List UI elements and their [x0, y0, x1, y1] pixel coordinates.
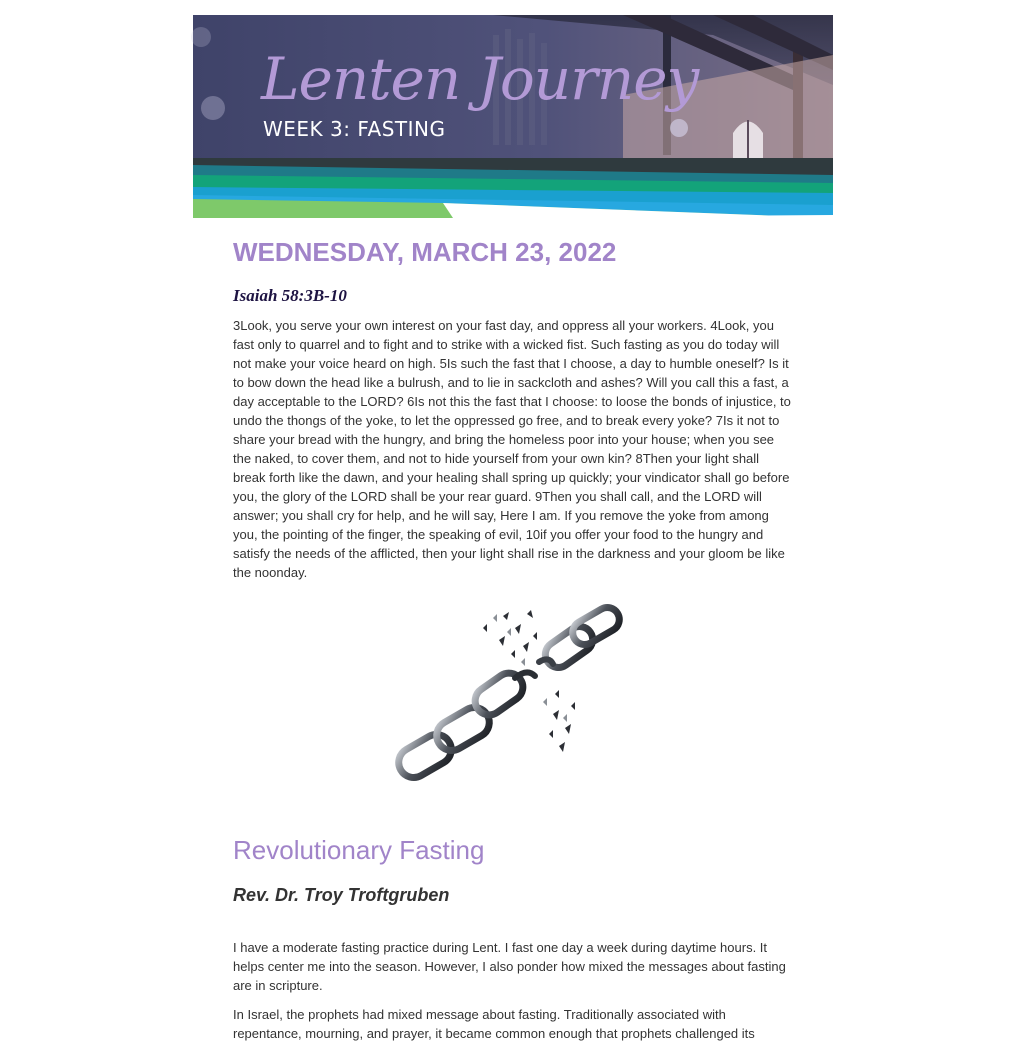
newsletter-email	[193, 15, 833, 1043]
banner-subtitle: WEEK 3: FASTING	[263, 117, 446, 141]
devotion-paragraph: I have a moderate fasting practice during Lent. I fast one day a week during daytime hours. It helps center me into the season. However, I also ponder how mixed the messages about fasting are in scripture.	[233, 940, 786, 993]
scripture-reference: Isaiah 58:3B-10	[233, 286, 347, 305]
devotion-paragraph: In Israel, the prophets had mixed message about fasting. Traditionally associated with repentance, mourning, and prayer, it became common enough that prophets challenged its	[233, 1007, 755, 1041]
banner-title: Lenten Journey	[261, 45, 699, 113]
lenten-journey-banner	[193, 15, 833, 218]
date-heading: WEDNESDAY, MARCH 23, 2022	[233, 237, 617, 267]
devotion-author: Rev. Dr. Troy Troftgruben	[233, 885, 450, 905]
broken-chain-icon	[403, 606, 623, 796]
scripture-text: 3Look, you serve your own interest on your fast day, and oppress all your workers. 4Look, you fast only to quarrel and to fight and to strike with a wicked fist. Such fasting as you do today will not make your voice heard on high. 5Is such the fast that I choose, a day to humble oneself? Is it to bow down the head like a bulrush, and to lie in sackcloth and ashes? Will you call this a fast, a day acceptable to the LORD? 6Is not this the fast that I choose: to loose the bonds of injustice, to undo the thongs of the yoke, to let the oppressed go free, and to break every yoke? 7Is it not to share your bread with the hungry, and bring the homeless poor into your house; when you see the naked, to cover them, and not to hide yourself from your own kin? 8Then your light shall break forth like the dawn, and your healing shall spring up quickly; your vindicator shall go before you, the glory of the LORD shall be your rear guard. 9Then you shall call, and the LORD will answer; you shall cry for help, and he will say, Here I am. If you remove the yoke from among you, the pointing of the finger, the speaking of evil, 10if you offer your food to the hungry and satisfy the needs of the afflicted, then your light shall rise in the darkness and your gloom be like the noonday.	[233, 318, 791, 580]
broken-chain-image	[233, 606, 793, 796]
email-content	[193, 236, 833, 1043]
devotion-title: Revolutionary Fasting	[233, 835, 485, 865]
